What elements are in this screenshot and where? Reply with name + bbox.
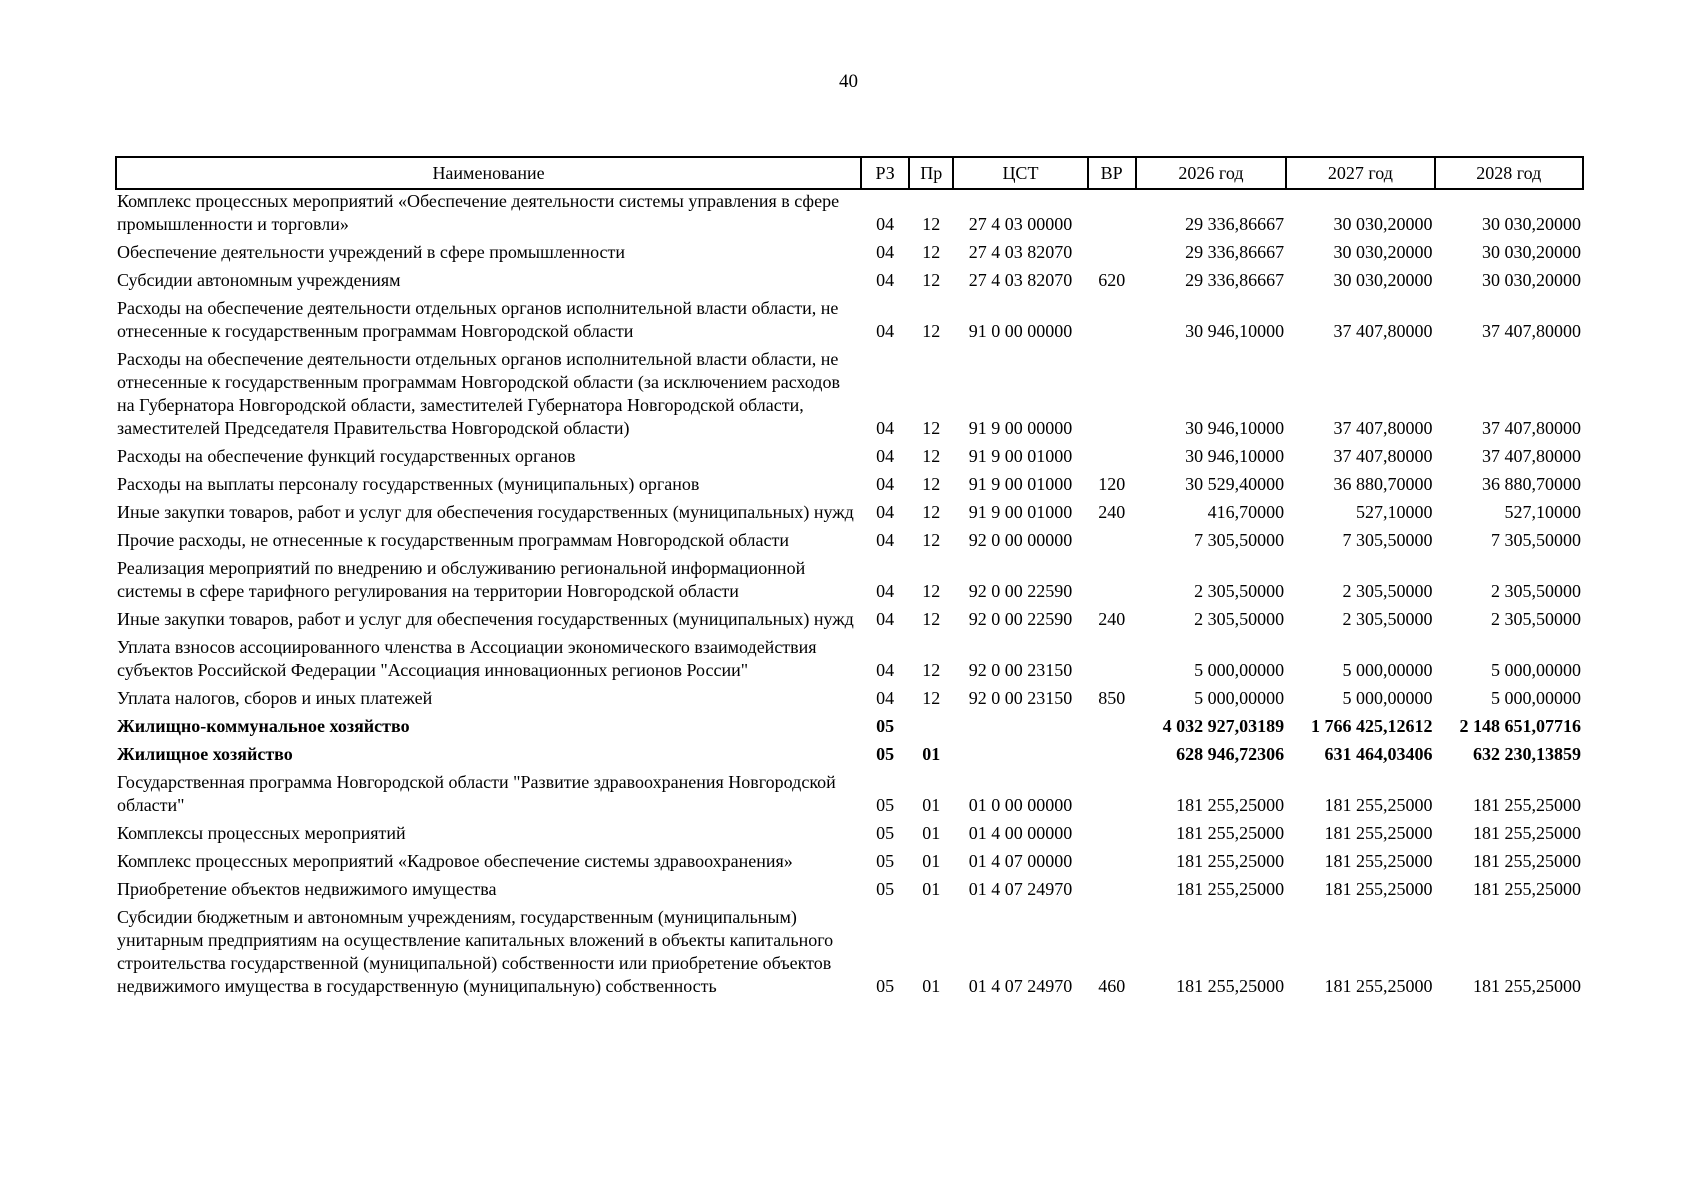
- row-amount-2027: 5 000,00000: [1342, 688, 1433, 708]
- table-row: [116, 771, 1583, 822]
- row-rz: 04: [876, 446, 895, 466]
- row-amount-2026: 181 255,25000: [1176, 823, 1285, 843]
- row-rz: 04: [876, 418, 895, 438]
- table-row: [116, 822, 1583, 850]
- table-body: [116, 189, 1583, 1003]
- row-amount-2028: 37 407,80000: [1482, 418, 1581, 438]
- row-amount-2027: 2 305,50000: [1342, 581, 1433, 601]
- row-vr: 850: [1098, 688, 1126, 708]
- row-cst: 01 4 00 00000: [968, 823, 1073, 843]
- row-vr: [1088, 297, 1136, 348]
- row-amount-2028: 181 255,25000: [1473, 823, 1581, 843]
- row-amount-2026: 5 000,00000: [1194, 660, 1285, 680]
- row-amount-2026: 30 529,40000: [1185, 474, 1285, 494]
- row-amount-2026: 29 336,86667: [1185, 214, 1285, 234]
- row-amount-2027: 1 766 425,12612: [1311, 716, 1433, 736]
- row-vr: 460: [1098, 976, 1126, 996]
- table-row: [116, 878, 1583, 906]
- row-vr: [1088, 189, 1136, 241]
- row-name: Уплата налогов, сборов и иных платежей: [117, 688, 433, 708]
- row-amount-2028: 5 000,00000: [1491, 660, 1581, 680]
- row-amount-2028: 36 880,70000: [1482, 474, 1581, 494]
- row-vr: 620: [1098, 270, 1126, 290]
- table-row: [116, 743, 1583, 771]
- row-amount-2028: 30 030,20000: [1482, 242, 1581, 262]
- row-cst: 91 9 00 00000: [968, 418, 1073, 438]
- row-pr: 01: [922, 744, 941, 764]
- row-amount-2026: 181 255,25000: [1176, 851, 1285, 871]
- table-row: [116, 608, 1583, 636]
- table-row: [116, 687, 1583, 715]
- row-pr: 12: [922, 270, 941, 290]
- row-rz: 04: [876, 502, 895, 522]
- row-vr: 120: [1098, 474, 1126, 494]
- row-vr: [1088, 822, 1136, 850]
- row-name: Прочие расходы, не отнесенные к государственным программам Новгородской области: [117, 530, 789, 550]
- row-name: Обеспечение деятельности учреждений в сфере промышленности: [117, 242, 626, 262]
- row-rz: 05: [876, 851, 895, 871]
- row-rz: 04: [876, 609, 895, 629]
- row-vr: [1088, 445, 1136, 473]
- row-pr: 01: [922, 976, 941, 996]
- row-amount-2028: 5 000,00000: [1491, 688, 1581, 708]
- row-amount-2027: 30 030,20000: [1333, 270, 1433, 290]
- row-amount-2027: 527,10000: [1356, 502, 1433, 522]
- table-row: [116, 348, 1583, 445]
- row-cst: 91 9 00 01000: [968, 474, 1073, 494]
- row-rz: 05: [876, 976, 895, 996]
- row-cst: 91 9 00 01000: [968, 502, 1073, 522]
- row-rz: 05: [876, 879, 895, 899]
- row-amount-2026: 30 946,10000: [1185, 446, 1285, 466]
- row-amount-2026: 416,70000: [1207, 502, 1285, 522]
- row-name: Уплата взносов ассоциированного членства в Ассоциации экономического взаимодействия субъектов Российской Федерации "Ассоциация инновационных регионов России": [117, 637, 817, 680]
- header-name: Наименование: [116, 157, 861, 189]
- row-vr: [1088, 878, 1136, 906]
- row-name: Расходы на обеспечение деятельности отдельных органов исполнительной власти области, не отнесенные к государственным программам Новгородской области: [117, 298, 839, 341]
- row-amount-2028: 527,10000: [1504, 502, 1581, 522]
- row-name: Расходы на обеспечение деятельности отдельных органов исполнительной власти области, не отнесенные к государственным программам Новгородской области (за исключением расходов на Губернатора Новгородской области, заместителей Губернатора Новгородской области, заместителей Председателя Правительства Новгородской области): [117, 349, 840, 438]
- table-row: [116, 636, 1583, 687]
- row-amount-2026: 5 000,00000: [1194, 688, 1285, 708]
- header-cst: ЦСТ: [953, 157, 1087, 189]
- row-cst: 27 4 03 82070: [968, 270, 1073, 290]
- budget-table: [115, 156, 1584, 1003]
- row-amount-2028: 37 407,80000: [1482, 446, 1581, 466]
- row-name: Расходы на обеспечение функций государственных органов: [117, 446, 576, 466]
- row-pr: 12: [922, 581, 941, 601]
- row-amount-2028: 30 030,20000: [1482, 214, 1581, 234]
- row-amount-2027: 181 255,25000: [1324, 795, 1433, 815]
- row-pr: 01: [922, 851, 941, 871]
- table-row: [116, 557, 1583, 608]
- row-name: Государственная программа Новгородской области "Развитие здравоохранения Новгородской области": [117, 772, 836, 815]
- row-pr: 12: [922, 502, 941, 522]
- row-amount-2027: 181 255,25000: [1324, 823, 1433, 843]
- row-cst: 01 4 07 24970: [968, 976, 1073, 996]
- row-amount-2027: 5 000,00000: [1342, 660, 1433, 680]
- table-row: [116, 715, 1583, 743]
- row-amount-2027: 37 407,80000: [1333, 446, 1433, 466]
- row-amount-2026: 29 336,86667: [1185, 242, 1285, 262]
- row-amount-2026: 2 305,50000: [1194, 609, 1285, 629]
- row-amount-2027: 181 255,25000: [1324, 976, 1433, 996]
- row-amount-2027: 37 407,80000: [1333, 321, 1433, 341]
- row-amount-2026: 181 255,25000: [1176, 795, 1285, 815]
- row-pr: 01: [922, 879, 941, 899]
- row-name: Иные закупки товаров, работ и услуг для обеспечения государственных (муниципальных) нужд: [117, 502, 854, 522]
- row-cst: 92 0 00 22590: [968, 609, 1073, 629]
- row-pr: 12: [922, 242, 941, 262]
- row-pr: 12: [922, 688, 941, 708]
- page-number: 40: [839, 71, 858, 92]
- row-vr: [1088, 771, 1136, 822]
- row-amount-2026: 30 946,10000: [1185, 418, 1285, 438]
- row-rz: 04: [876, 688, 895, 708]
- table-row: [116, 529, 1583, 557]
- table-row: [116, 850, 1583, 878]
- row-pr: 12: [922, 474, 941, 494]
- row-name: Субсидии автономным учреждениям: [117, 270, 401, 290]
- row-amount-2026: 4 032 927,03189: [1162, 716, 1285, 736]
- row-pr: 12: [922, 609, 941, 629]
- row-cst: 91 0 00 00000: [968, 321, 1073, 341]
- row-rz: 05: [876, 795, 895, 815]
- row-rz: 04: [876, 660, 895, 680]
- row-amount-2028: 2 305,50000: [1491, 581, 1581, 601]
- budget-table-container: [115, 156, 1584, 1003]
- row-amount-2027: 631 464,03406: [1324, 744, 1433, 764]
- row-name: Комплекс процессных мероприятий «Кадровое обеспечение системы здравоохранения»: [117, 851, 793, 871]
- row-rz: 04: [876, 474, 895, 494]
- row-cst: 27 4 03 82070: [968, 242, 1073, 262]
- row-name: Жилищно-коммунальное хозяйство: [117, 716, 410, 736]
- row-pr: 12: [922, 530, 941, 550]
- row-vr: [1088, 715, 1136, 743]
- header-rz: РЗ: [861, 157, 909, 189]
- row-vr: [1088, 557, 1136, 608]
- row-cst: 92 0 00 00000: [968, 530, 1073, 550]
- table-header: [116, 157, 1583, 189]
- row-amount-2028: 37 407,80000: [1482, 321, 1581, 341]
- row-amount-2026: 181 255,25000: [1176, 879, 1285, 899]
- row-rz: 05: [876, 823, 895, 843]
- row-pr: 12: [922, 660, 941, 680]
- row-amount-2027: 181 255,25000: [1324, 879, 1433, 899]
- row-amount-2028: 30 030,20000: [1482, 270, 1581, 290]
- table-row: [116, 473, 1583, 501]
- row-name: Субсидии бюджетным и автономным учреждениям, государственным (муниципальным) унитарным предприятиям на осуществление капитальных вложений в объекты капитального строительства государственной (муниципальной) собственности или приобретение объектов недвижимого имущества в государственную (муниципальную) собственность: [117, 907, 834, 996]
- table-row: [116, 445, 1583, 473]
- row-amount-2028: 2 148 651,07716: [1459, 716, 1581, 736]
- row-amount-2026: 628 946,72306: [1176, 744, 1285, 764]
- row-name: Приобретение объектов недвижимого имущества: [117, 879, 497, 899]
- row-amount-2028: 181 255,25000: [1473, 795, 1581, 815]
- row-cst: 01 0 00 00000: [968, 795, 1073, 815]
- row-rz: 04: [876, 581, 895, 601]
- row-amount-2027: 2 305,50000: [1342, 609, 1433, 629]
- row-amount-2028: 181 255,25000: [1473, 879, 1581, 899]
- row-pr: 01: [922, 795, 941, 815]
- row-amount-2027: 30 030,20000: [1333, 242, 1433, 262]
- row-cst: 92 0 00 22590: [968, 581, 1073, 601]
- row-amount-2028: 2 305,50000: [1491, 609, 1581, 629]
- row-rz: 04: [876, 242, 895, 262]
- row-cst: 91 9 00 01000: [968, 446, 1073, 466]
- row-amount-2028: 632 230,13859: [1473, 744, 1581, 764]
- row-name: Реализация мероприятий по внедрению и обслуживанию региональной информационной системы в сфере тарифного регулирования на территории Новгородской области: [117, 558, 806, 601]
- row-vr: [1088, 743, 1136, 771]
- row-cst: [953, 743, 1087, 771]
- row-amount-2026: 29 336,86667: [1185, 270, 1285, 290]
- row-cst: 01 4 07 00000: [968, 851, 1073, 871]
- table-row: [116, 501, 1583, 529]
- row-cst: 27 4 03 00000: [968, 214, 1073, 234]
- row-cst: [953, 715, 1087, 743]
- row-amount-2027: 181 255,25000: [1324, 851, 1433, 871]
- row-name: Комплексы процессных мероприятий: [117, 823, 406, 843]
- header-year-2026: 2026 год: [1136, 157, 1286, 189]
- row-amount-2027: 36 880,70000: [1333, 474, 1433, 494]
- row-vr: [1088, 850, 1136, 878]
- row-vr: [1088, 636, 1136, 687]
- row-amount-2027: 7 305,50000: [1342, 530, 1433, 550]
- row-name: Иные закупки товаров, работ и услуг для обеспечения государственных (муниципальных) нужд: [117, 609, 854, 629]
- row-rz: 05: [876, 744, 895, 764]
- table-row: [116, 906, 1583, 1003]
- row-pr: 12: [922, 446, 941, 466]
- row-rz: 05: [876, 716, 895, 736]
- row-rz: 04: [876, 321, 895, 341]
- table-row: [116, 189, 1583, 241]
- row-name: Расходы на выплаты персоналу государственных (муниципальных) органов: [117, 474, 700, 494]
- header-vr: ВР: [1088, 157, 1136, 189]
- row-name: Жилищное хозяйство: [117, 744, 293, 764]
- row-vr: [1088, 241, 1136, 269]
- row-amount-2026: 181 255,25000: [1176, 976, 1285, 996]
- row-vr: [1088, 348, 1136, 445]
- table-row: [116, 269, 1583, 297]
- header-row: [116, 157, 1583, 189]
- row-name: Комплекс процессных мероприятий «Обеспечение деятельности системы управления в сфере промышленности и торговли»: [117, 191, 840, 234]
- row-rz: 04: [876, 270, 895, 290]
- row-rz: 04: [876, 530, 895, 550]
- row-vr: 240: [1098, 609, 1126, 629]
- row-amount-2028: 181 255,25000: [1473, 851, 1581, 871]
- row-cst: 01 4 07 24970: [968, 879, 1073, 899]
- row-vr: 240: [1098, 502, 1126, 522]
- table-row: [116, 297, 1583, 348]
- row-pr: 12: [922, 321, 941, 341]
- table-row: [116, 241, 1583, 269]
- row-amount-2028: 181 255,25000: [1473, 976, 1581, 996]
- row-amount-2026: 30 946,10000: [1185, 321, 1285, 341]
- row-vr: [1088, 529, 1136, 557]
- row-amount-2027: 30 030,20000: [1333, 214, 1433, 234]
- row-amount-2027: 37 407,80000: [1333, 418, 1433, 438]
- row-amount-2028: 7 305,50000: [1491, 530, 1581, 550]
- row-pr: [909, 715, 953, 743]
- header-year-2028: 2028 год: [1435, 157, 1583, 189]
- row-cst: 92 0 00 23150: [968, 660, 1073, 680]
- row-amount-2026: 7 305,50000: [1194, 530, 1285, 550]
- header-pr: Пр: [909, 157, 953, 189]
- row-pr: 12: [922, 418, 941, 438]
- row-pr: 01: [922, 823, 941, 843]
- row-cst: 92 0 00 23150: [968, 688, 1073, 708]
- header-year-2027: 2027 год: [1286, 157, 1434, 189]
- row-rz: 04: [876, 214, 895, 234]
- row-amount-2026: 2 305,50000: [1194, 581, 1285, 601]
- row-pr: 12: [922, 214, 941, 234]
